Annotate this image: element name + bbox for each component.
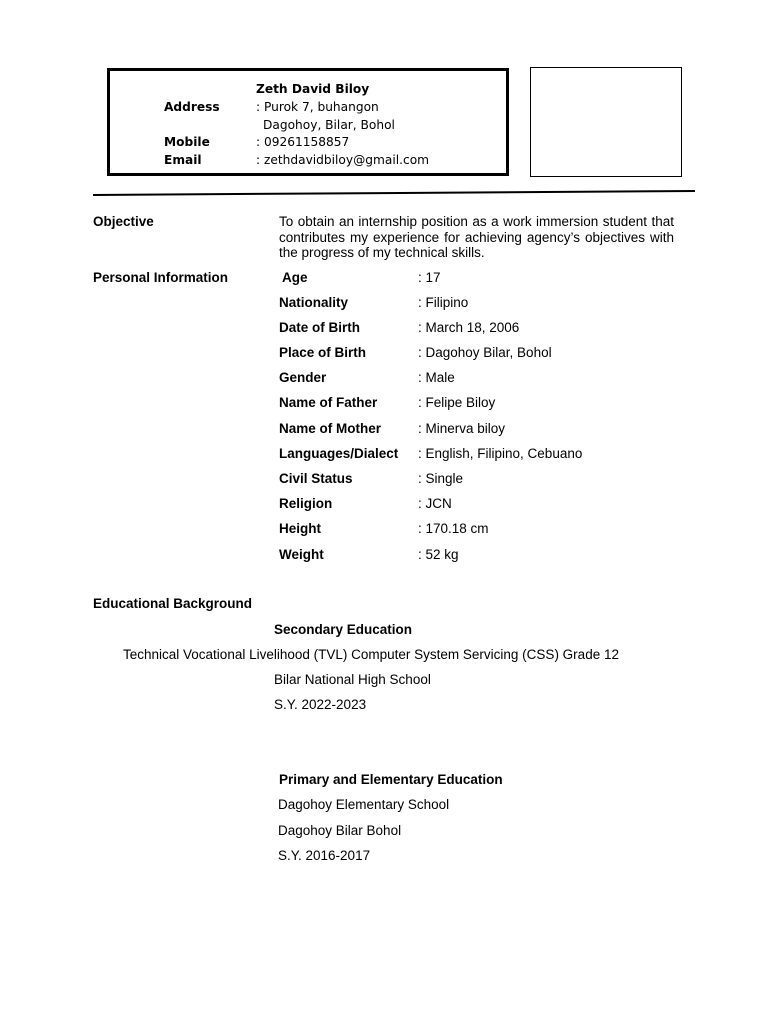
info-value: : Dagohoy Bilar, Bohol (418, 345, 552, 360)
mobile-label: Mobile (164, 135, 210, 149)
info-key: Height (279, 521, 321, 536)
applicant-name: Zeth David Biloy (256, 82, 370, 96)
primary-school: Dagohoy Elementary School (278, 797, 450, 812)
info-row-age (279, 270, 699, 288)
secondary-school-year: S.Y. 2022-2023 (274, 697, 367, 712)
info-value: : Male (418, 370, 455, 385)
info-value: : Felipe Biloy (418, 395, 496, 410)
info-value: : Filipino (418, 295, 469, 310)
email-label: Email (164, 153, 202, 167)
header-divider-line (93, 190, 695, 196)
info-key: Religion (279, 496, 333, 511)
info-row-date-of-birth (279, 320, 699, 338)
info-value: : March 18, 2006 (418, 320, 520, 335)
objective-label: Objective (93, 214, 154, 229)
email-value: : zethdavidbiloy@gmail.com (256, 153, 430, 167)
info-value: : JCN (418, 496, 452, 511)
primary-school-location: Dagohoy Bilar Bohol (278, 823, 402, 838)
info-row-languages (279, 446, 699, 464)
info-value: : Single (418, 471, 464, 486)
primary-school-year: S.Y. 2016-2017 (278, 848, 371, 863)
info-key: Languages/Dialect (279, 446, 399, 461)
info-key: Nationality (279, 295, 349, 310)
info-key: Place of Birth (279, 345, 367, 360)
info-key: Age (282, 270, 308, 285)
photo-placeholder (530, 67, 682, 177)
info-row-weight (279, 547, 699, 565)
info-row-father (279, 395, 699, 413)
address-line-1: : Purok 7, buhangon (256, 100, 379, 114)
info-value: : English, Filipino, Cebuano (418, 446, 583, 461)
mobile-value: : 09261158857 (256, 135, 350, 149)
info-key: Date of Birth (279, 320, 360, 335)
education-label: Educational Background (93, 596, 253, 611)
address-line-2: Dagohoy, Bilar, Bohol (263, 118, 395, 132)
info-row-nationality (279, 295, 699, 313)
info-key: Gender (279, 370, 327, 385)
secondary-school: Bilar National High School (274, 672, 431, 687)
info-value: : 17 (418, 270, 441, 285)
info-row-height (279, 521, 699, 539)
info-key: Civil Status (279, 471, 353, 486)
primary-education-heading: Primary and Elementary Education (279, 772, 503, 787)
info-key: Name of Father (279, 395, 378, 410)
info-value: : Minerva biloy (418, 421, 506, 436)
secondary-education-heading: Secondary Education (274, 622, 413, 637)
info-row-place-of-birth (279, 345, 699, 363)
secondary-strand: Technical Vocational Livelihood (TVL) Computer System Servicing (CSS) Grade 12 (123, 647, 619, 662)
info-row-mother (279, 421, 699, 439)
info-key: Name of Mother (279, 421, 382, 436)
info-row-religion (279, 496, 699, 514)
info-value: : 52 kg (418, 547, 459, 562)
objective-text: To obtain an internship position as a work immersion student that contributes my experience for achieving agency’s objectives with the progress of my technical skills. (279, 214, 674, 260)
info-key: Weight (279, 547, 324, 562)
contact-header-box (107, 68, 509, 176)
address-label: Address (164, 100, 220, 114)
personal-info-label: Personal Information (93, 270, 229, 285)
info-value: : 170.18 cm (418, 521, 489, 536)
info-row-civil-status (279, 471, 699, 489)
info-row-gender (279, 370, 699, 388)
